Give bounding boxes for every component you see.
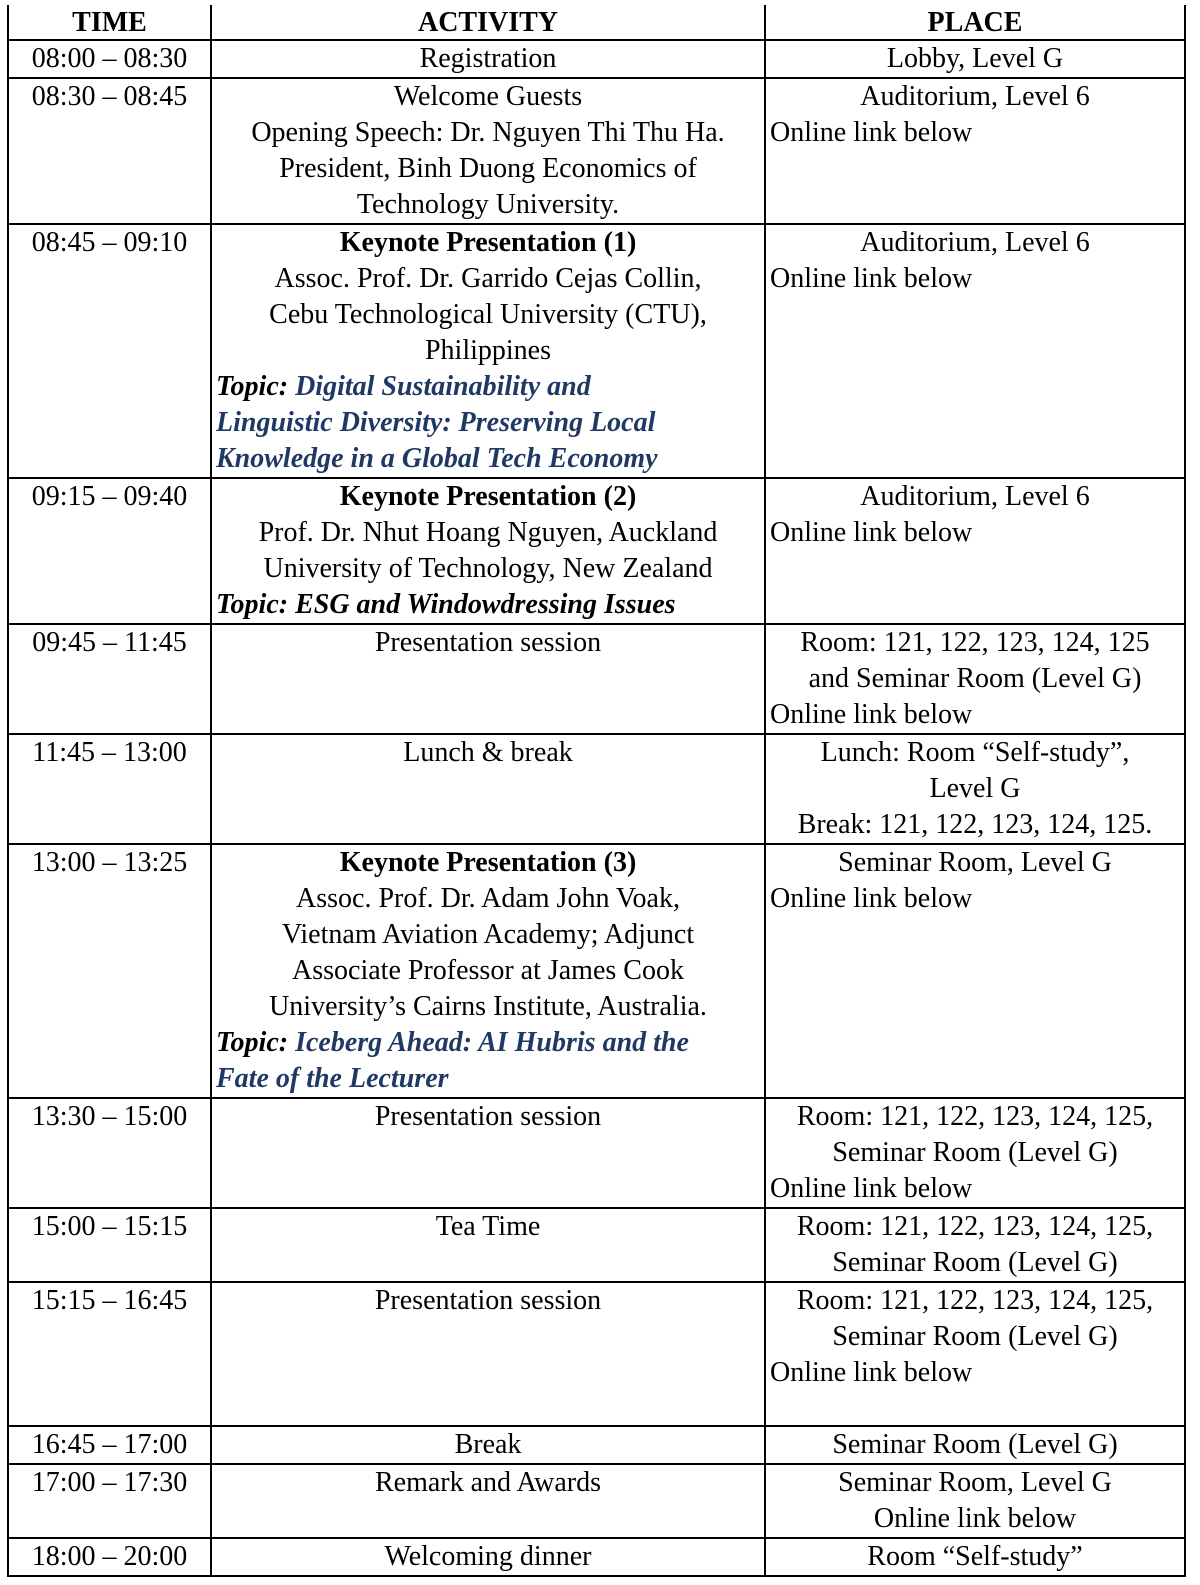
table-row [8, 224, 1185, 478]
activity-cell [211, 224, 765, 478]
keynote-heading: Keynote Presentation (2) [339, 481, 637, 512]
place-line: Seminar Room (Level G) [832, 1137, 1118, 1168]
place-line: Online link below [873, 1503, 1077, 1534]
time-cell: 08:30 – 08:45 [8, 78, 211, 224]
topic-line [216, 405, 760, 441]
agenda-body [8, 40, 1185, 1576]
place-line: Level G [929, 773, 1021, 804]
topic-text: Digital Sustainability and [295, 371, 591, 402]
time-cell: 09:15 – 09:40 [8, 478, 211, 624]
activity-cell [211, 78, 765, 224]
activity-cell [211, 1098, 765, 1208]
activity-line: University of Technology, New Zealand [263, 553, 713, 584]
place-line: Room: 121, 122, 123, 124, 125, [796, 1101, 1154, 1132]
place-line: Room: 121, 122, 123, 124, 125 [800, 627, 1150, 658]
place-cell [765, 40, 1185, 78]
activity-cell [211, 624, 765, 734]
topic-text: ESG and Windowdressing Issues [295, 589, 676, 620]
activity-line: Vietnam Aviation Academy; Adjunct [281, 919, 695, 950]
table-row [8, 1208, 1185, 1282]
table-row [8, 1282, 1185, 1426]
table-row [8, 1426, 1185, 1464]
time-cell: 13:00 – 13:25 [8, 844, 211, 1098]
place-header: PLACE [765, 6, 1185, 40]
table-row [8, 844, 1185, 1098]
activity-line: Cebu Technological University (CTU), [269, 299, 707, 330]
keynote-heading: Keynote Presentation (1) [339, 227, 637, 258]
place-line: Online link below [770, 699, 973, 730]
keynote-heading: Keynote Presentation (3) [339, 847, 637, 878]
time-cell: 15:00 – 15:15 [8, 1208, 211, 1282]
activity-cell [211, 1538, 765, 1576]
topic-line [216, 1025, 760, 1061]
table-row [8, 78, 1185, 224]
place-cell [765, 1208, 1185, 1282]
activity-line: Assoc. Prof. Dr. Adam John Voak, [296, 883, 680, 914]
place-line: Lunch: Room “Self-study”, [820, 737, 1130, 768]
place-line: and Seminar Room (Level G) [808, 663, 1142, 694]
topic-label: Topic: [216, 1027, 289, 1058]
topic-line [216, 441, 760, 477]
activity-line: Associate Professor at James Cook [292, 955, 684, 986]
place-cell [765, 224, 1185, 478]
time-cell: 16:45 – 17:00 [8, 1426, 211, 1464]
activity-line: Presentation session [374, 627, 602, 658]
topic-line [216, 587, 760, 623]
activity-cell [211, 734, 765, 844]
header-row [8, 6, 1185, 40]
activity-cell [211, 844, 765, 1098]
activity-line: President, Binh Duong Economics of [279, 153, 697, 184]
activity-line: Presentation session [374, 1285, 602, 1316]
table-row [8, 1098, 1185, 1208]
activity-header: ACTIVITY [211, 6, 765, 40]
activity-cell [211, 1208, 765, 1282]
topic-text: Knowledge in a Global Tech Economy [216, 443, 658, 474]
activity-line: Tea Time [435, 1211, 541, 1242]
table-row [8, 734, 1185, 844]
place-line: Break: 121, 122, 123, 124, 125. [797, 809, 1153, 840]
place-cell [765, 1426, 1185, 1464]
place-line: Online link below [770, 883, 973, 914]
activity-line: Remark and Awards [374, 1467, 602, 1498]
place-cell [765, 78, 1185, 224]
place-cell [765, 844, 1185, 1098]
place-line: Room “Self-study” [867, 1541, 1083, 1572]
table-row [8, 40, 1185, 78]
topic-label: Topic: [216, 371, 289, 402]
place-line: Seminar Room (Level G) [832, 1429, 1118, 1460]
place-line: Seminar Room, Level G [838, 847, 1112, 878]
place-line: Seminar Room, Level G [838, 1467, 1112, 1498]
activity-cell [211, 478, 765, 624]
place-cell [765, 624, 1185, 734]
activity-line: Registration [419, 43, 557, 74]
place-line: Auditorium, Level 6 [860, 481, 1090, 512]
place-cell [765, 734, 1185, 844]
place-line: Online link below [770, 1357, 973, 1388]
place-cell [765, 1098, 1185, 1208]
place-line: Auditorium, Level 6 [860, 227, 1090, 258]
place-line: Auditorium, Level 6 [860, 81, 1090, 112]
activity-line: Opening Speech: Dr. Nguyen Thi Thu Ha. [251, 117, 725, 148]
time-cell: 08:45 – 09:10 [8, 224, 211, 478]
activity-line: Assoc. Prof. Dr. Garrido Cejas Collin, [274, 263, 702, 294]
activity-cell [211, 40, 765, 78]
topic-line [216, 1061, 760, 1097]
topic-text: Linguistic Diversity: Preserving Local [216, 407, 656, 438]
time-cell: 18:00 – 20:00 [8, 1538, 211, 1576]
activity-line: Prof. Dr. Nhut Hoang Nguyen, Auckland [258, 517, 718, 548]
place-line: Online link below [770, 1173, 973, 1204]
place-line: Room: 121, 122, 123, 124, 125, [796, 1285, 1154, 1316]
activity-line: Break [454, 1429, 522, 1460]
place-cell [765, 1538, 1185, 1576]
agenda-table [7, 5, 1186, 1577]
activity-line: Welcome Guests [393, 81, 583, 112]
activity-line: Technology University. [356, 189, 620, 220]
place-line: Seminar Room (Level G) [832, 1321, 1118, 1352]
time-cell: 13:30 – 15:00 [8, 1098, 211, 1208]
time-header: TIME [8, 6, 211, 40]
topic-line [216, 369, 760, 405]
table-row [8, 624, 1185, 734]
place-line: Online link below [770, 117, 973, 148]
activity-line: Lunch & break [403, 737, 573, 768]
activity-cell [211, 1282, 765, 1426]
place-cell [765, 1464, 1185, 1538]
time-cell: 08:00 – 08:30 [8, 40, 211, 78]
activity-line: University’s Cairns Institute, Australia. [269, 991, 707, 1022]
time-cell: 17:00 – 17:30 [8, 1464, 211, 1538]
time-cell: 11:45 – 13:00 [8, 734, 211, 844]
table-row [8, 478, 1185, 624]
activity-line: Welcoming dinner [384, 1541, 592, 1572]
time-cell: 15:15 – 16:45 [8, 1282, 211, 1426]
place-line: Online link below [770, 263, 973, 294]
table-row [8, 1464, 1185, 1538]
place-line: Lobby, Level G [886, 43, 1064, 74]
activity-cell [211, 1464, 765, 1538]
place-line: Seminar Room (Level G) [832, 1247, 1118, 1278]
place-cell [765, 478, 1185, 624]
topic-label: Topic: [216, 589, 289, 620]
place-line: Room: 121, 122, 123, 124, 125, [796, 1211, 1154, 1242]
activity-line: Presentation session [374, 1101, 602, 1132]
place-cell [765, 1282, 1185, 1426]
activity-cell [211, 1426, 765, 1464]
activity-line: Philippines [424, 335, 551, 366]
topic-text: Fate of the Lecturer [216, 1063, 449, 1094]
time-cell: 09:45 – 11:45 [8, 624, 211, 734]
place-line: Online link below [770, 517, 973, 548]
topic-text: Iceberg Ahead: AI Hubris and the [295, 1027, 689, 1058]
table-row [8, 1538, 1185, 1576]
